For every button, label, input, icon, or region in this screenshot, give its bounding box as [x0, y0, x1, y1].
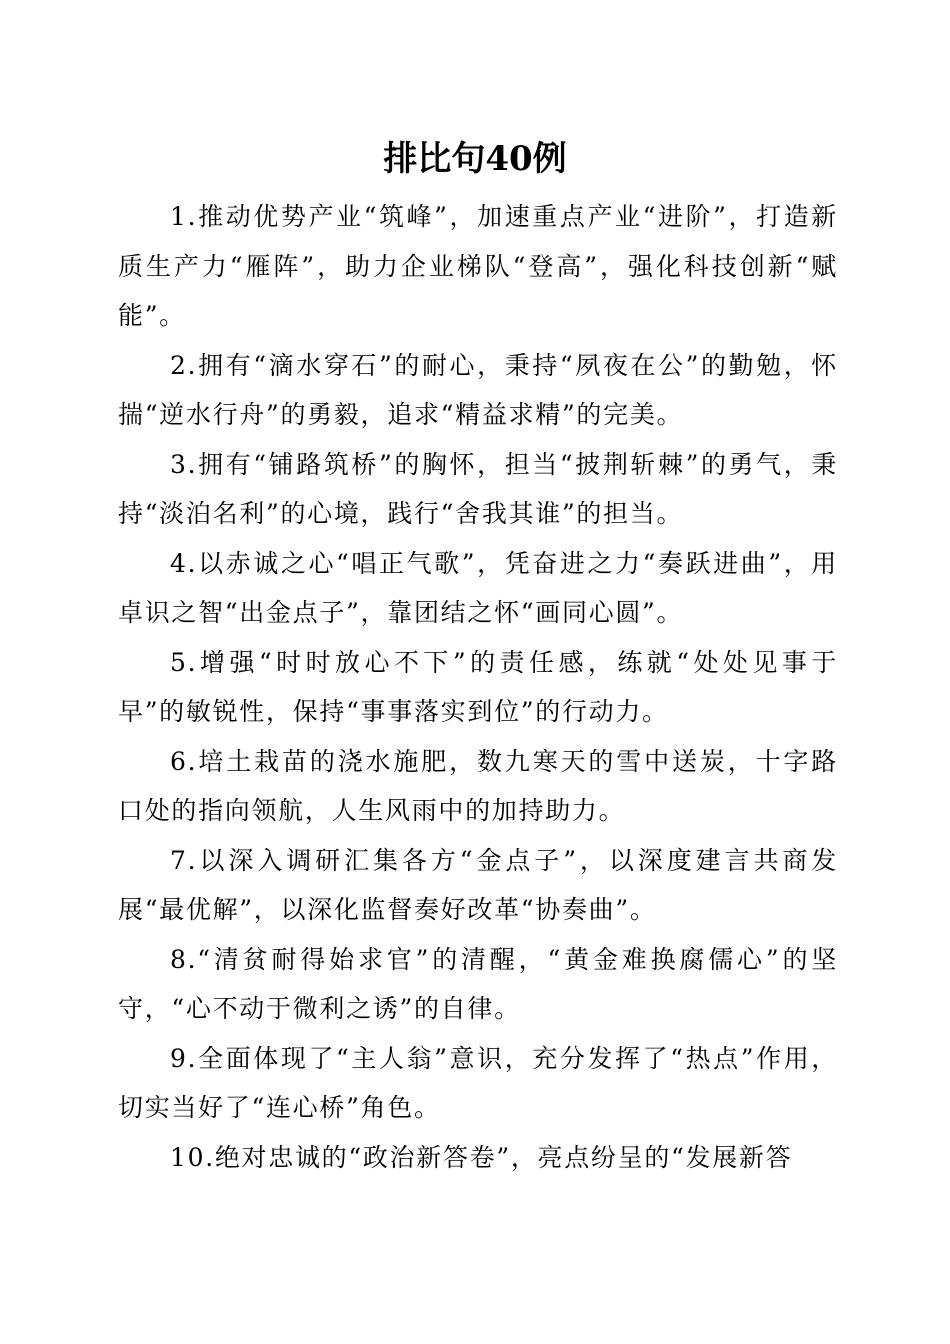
document-body — [118, 192, 838, 1182]
paragraph-4: 4.以赤诚之心“唱正气歌”，凭奋进之力“奏跃进曲”，用卓识之智“出金点子”，靠团结之怀“画同心圆”。 — [118, 548, 838, 627]
paragraph-7: 7.以深入调研汇集各方“金点子”，以深度建言共商发展“最优解”，以深化监督奏好改革“协奏曲”。 — [118, 845, 838, 924]
paragraph-6: 6.培土栽苗的浇水施肥，数九寒天的雪中送炭，十字路口处的指向领航，人生风雨中的加持助力。 — [118, 746, 838, 825]
page-title: 排比句40例 — [383, 139, 567, 179]
paragraph-3: 3.拥有“铺路筑桥”的胸怀，担当“披荆斩棘”的勇气，秉持“淡泊名利”的心境，践行“舍我其谁”的担当。 — [118, 449, 838, 528]
paragraph-1: 1.推动优势产业“筑峰”，加速重点产业“进阶”，打造新质生产力“雁阵”，助力企业梯队“登高”，强化科技创新“赋能”。 — [118, 202, 838, 330]
paragraph-9: 9.全面体现了“主人翁”意识，充分发挥了“热点”作用，切实当好了“连心桥”角色。 — [118, 1043, 838, 1122]
paragraph-5: 5.增强“时时放心不下”的责任感，练就“处处见事于早”的敏锐性，保持“事事落实到位”的行动力。 — [118, 647, 838, 726]
paragraph-2: 2.拥有“滴水穿石”的耐心，秉持“夙夜在公”的勤勉，怀揣“逆水行舟”的勇毅，追求“精益求精”的完美。 — [118, 350, 838, 429]
paragraph-10: 10.绝对忠诚的“政治新答卷”，亮点纷呈的“发展新答 — [170, 1142, 793, 1172]
paragraph-8: 8.“清贫耐得始求官”的清醒，“黄金难换腐儒心”的坚守，“心不动于微利之诱”的自律。 — [118, 944, 838, 1023]
